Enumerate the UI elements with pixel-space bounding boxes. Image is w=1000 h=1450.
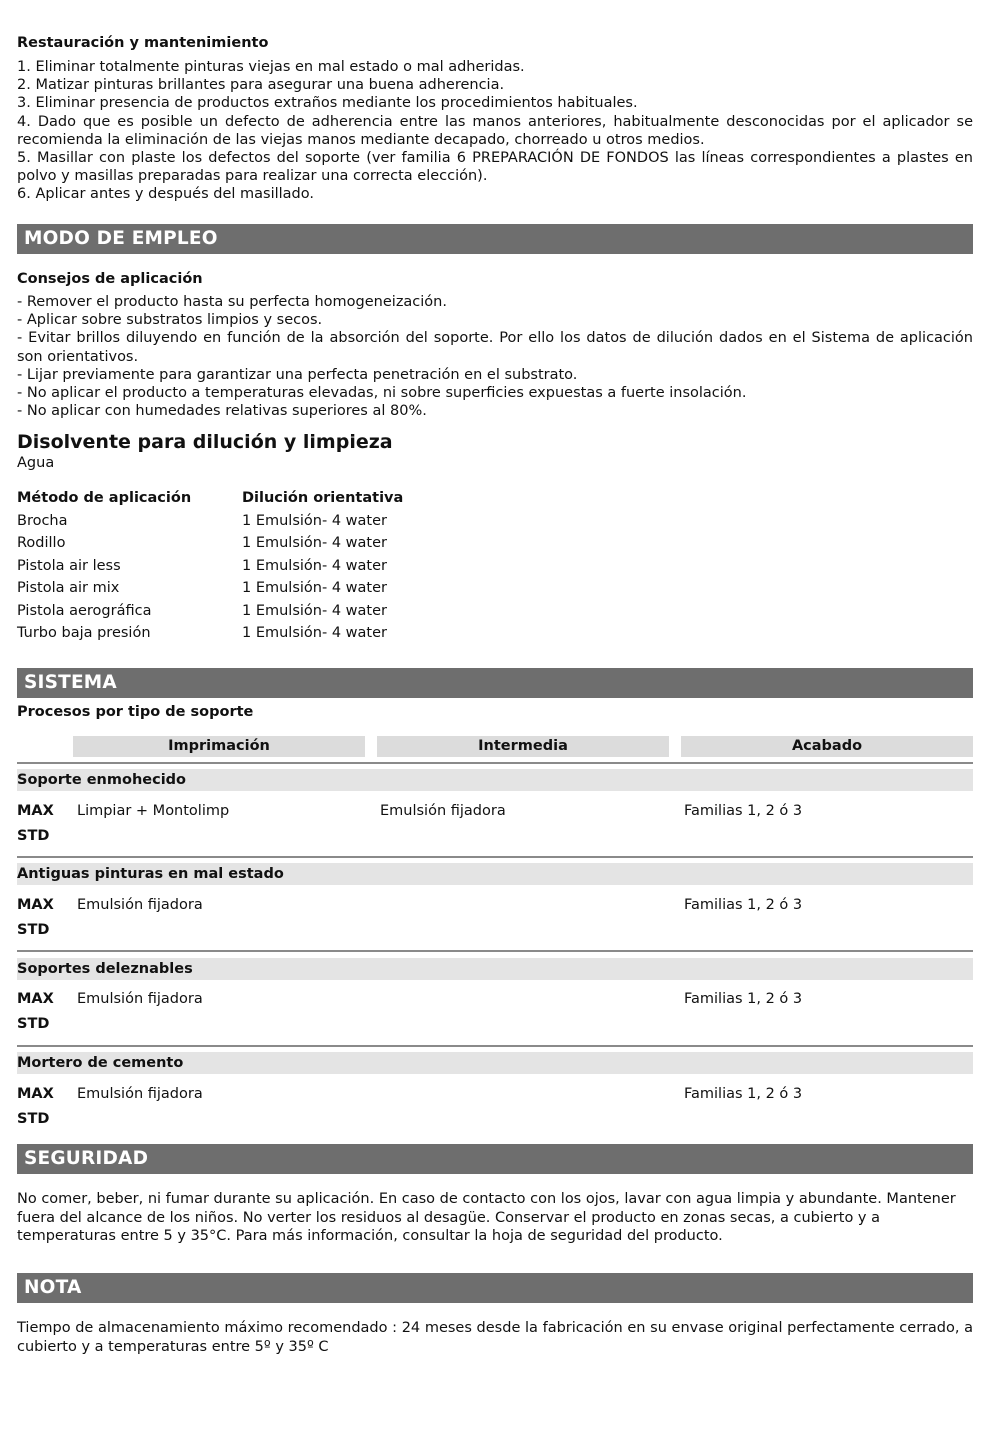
method-cell: Pistola air less bbox=[17, 557, 121, 574]
list-item: - No aplicar el producto a temperaturas elevadas, ni sobre superficies expuestas a fuerte insolación. bbox=[17, 385, 747, 402]
consejos-list bbox=[17, 293, 973, 420]
column-header-intermedia: Intermedia bbox=[377, 736, 669, 757]
acabado-cell: Familias 1, 2 ó 3 bbox=[684, 1086, 803, 1102]
list-item: - Remover el producto hasta su perfecta homogeneización. bbox=[17, 294, 447, 310]
group-header: Antiguas pinturas en mal estado bbox=[17, 863, 973, 885]
dilution-cell: 1 Emulsión- 4 water bbox=[242, 535, 387, 551]
dilution-cell: 1 Emulsión- 4 water bbox=[242, 625, 387, 641]
imprimacion-cell: Emulsión fijadora bbox=[77, 1086, 203, 1102]
method-cell: Brocha bbox=[17, 512, 68, 529]
disolvente-title: Disolvente para dilución y limpieza bbox=[17, 431, 393, 453]
list-item: - Lijar previamente para garantizar una perfecta penetración en el substrato. bbox=[17, 366, 578, 383]
sistema-column-headers bbox=[17, 736, 973, 758]
list-item: 3. Eliminar presencia de productos extraños mediante los procedimientos habituales. bbox=[17, 95, 638, 112]
group-header: Soporte enmohecido bbox=[17, 769, 973, 791]
std-label: STD bbox=[17, 922, 50, 938]
divider bbox=[17, 1045, 973, 1047]
method-cell: Pistola air mix bbox=[17, 580, 120, 596]
max-label: MAX bbox=[17, 1086, 54, 1102]
imprimacion-cell: Limpiar + Montolimp bbox=[77, 803, 230, 819]
column-header-imprimacion: Imprimación bbox=[73, 736, 365, 757]
method-cell: Pistola aerográfica bbox=[17, 602, 152, 619]
list-item: 1. Eliminar totalmente pinturas viejas en mal estado o mal adheridas. bbox=[17, 59, 525, 75]
max-label: MAX bbox=[17, 897, 54, 913]
method-cell: Turbo baja presión bbox=[17, 625, 151, 641]
section-header-modo-empleo: MODO DE EMPLEO bbox=[17, 224, 973, 254]
dilution-cell: 1 Emulsión- 4 water bbox=[242, 512, 387, 529]
acabado-cell: Familias 1, 2 ó 3 bbox=[684, 897, 803, 913]
max-label: MAX bbox=[17, 803, 54, 819]
list-item: - Evitar brillos diluyendo en función de la absorción del soporte. Por ello los datos de dilución dados en el Sistema de aplicación son orientativos. bbox=[17, 330, 973, 365]
intermedia-cell: Emulsión fijadora bbox=[380, 803, 506, 819]
sistema-subtitle: Procesos por tipo de soporte bbox=[17, 704, 254, 720]
std-label: STD bbox=[17, 1111, 50, 1127]
metodo-header: Método de aplicación bbox=[17, 490, 192, 506]
group-header: Soportes deleznables bbox=[17, 958, 973, 980]
consejos-title: Consejos de aplicación bbox=[17, 271, 203, 287]
std-label: STD bbox=[17, 828, 50, 844]
section-header-nota: NOTA bbox=[17, 1273, 973, 1303]
max-label: MAX bbox=[17, 991, 54, 1007]
divider bbox=[17, 856, 973, 858]
acabado-cell: Familias 1, 2 ó 3 bbox=[684, 991, 803, 1007]
divider bbox=[17, 762, 973, 764]
list-item: - No aplicar con humedades relativas superiores al 80%. bbox=[17, 403, 427, 420]
dilution-cell: 1 Emulsión- 4 water bbox=[242, 580, 387, 596]
imprimacion-cell: Emulsión fijadora bbox=[77, 991, 203, 1007]
method-cell: Rodillo bbox=[17, 535, 66, 551]
metodos-table bbox=[17, 487, 617, 647]
dilution-cell: 1 Emulsión- 4 water bbox=[242, 557, 387, 574]
disolvente-value: Agua bbox=[17, 455, 55, 471]
list-item: 2. Matizar pinturas brillantes para asegurar una buena adherencia. bbox=[17, 77, 505, 94]
nota-text: Tiempo de almacenamiento máximo recomendado : 24 meses desde la fabricación en su envase original perfectamente cerrado, a cubierto y a temperaturas entre 5º y 35º C bbox=[17, 1320, 973, 1355]
section-header-seguridad: SEGURIDAD bbox=[17, 1144, 973, 1174]
restauracion-title: Restauración y mantenimiento bbox=[17, 35, 269, 51]
list-item: 4. Dado que es posible un defecto de adherencia entre las manos anteriores, habitualmente desconocidas por el aplicador se recomienda la eliminación de las viejas manos mediante decapado, chorreado u otros medios. bbox=[17, 113, 973, 148]
imprimacion-cell: Emulsión fijadora bbox=[77, 897, 203, 913]
list-item: 5. Masillar con plaste los defectos del soporte (ver familia 6 PREPARACIÓN DE FONDOS las líneas correspondientes a plastes en polvo y masillas preparadas para realizar una correcta elección). bbox=[17, 150, 973, 185]
dilution-cell: 1 Emulsión- 4 water bbox=[242, 602, 387, 619]
list-item: - Aplicar sobre substratos limpios y secos. bbox=[17, 312, 323, 329]
dilucion-header: Dilución orientativa bbox=[242, 490, 404, 506]
group-header: Mortero de cemento bbox=[17, 1052, 973, 1074]
column-header-acabado: Acabado bbox=[681, 736, 973, 757]
restauracion-list bbox=[17, 58, 973, 204]
list-item: 6. Aplicar antes y después del masillado. bbox=[17, 186, 314, 203]
std-label: STD bbox=[17, 1016, 50, 1032]
divider bbox=[17, 950, 973, 952]
seguridad-text: No comer, beber, ni fumar durante su aplicación. En caso de contacto con los ojos, lavar con agua limpia y abundante. Mantener fuera del alcance de los niños. No verter los residuos al desagüe. Conservar el producto en zonas secas, a cubierto y a temperaturas entre 5 y 35°C. Para más información, consultar la hoja de seguridad del producto. bbox=[17, 1191, 956, 1244]
section-header-sistema: SISTEMA bbox=[17, 668, 973, 698]
acabado-cell: Familias 1, 2 ó 3 bbox=[684, 803, 803, 819]
